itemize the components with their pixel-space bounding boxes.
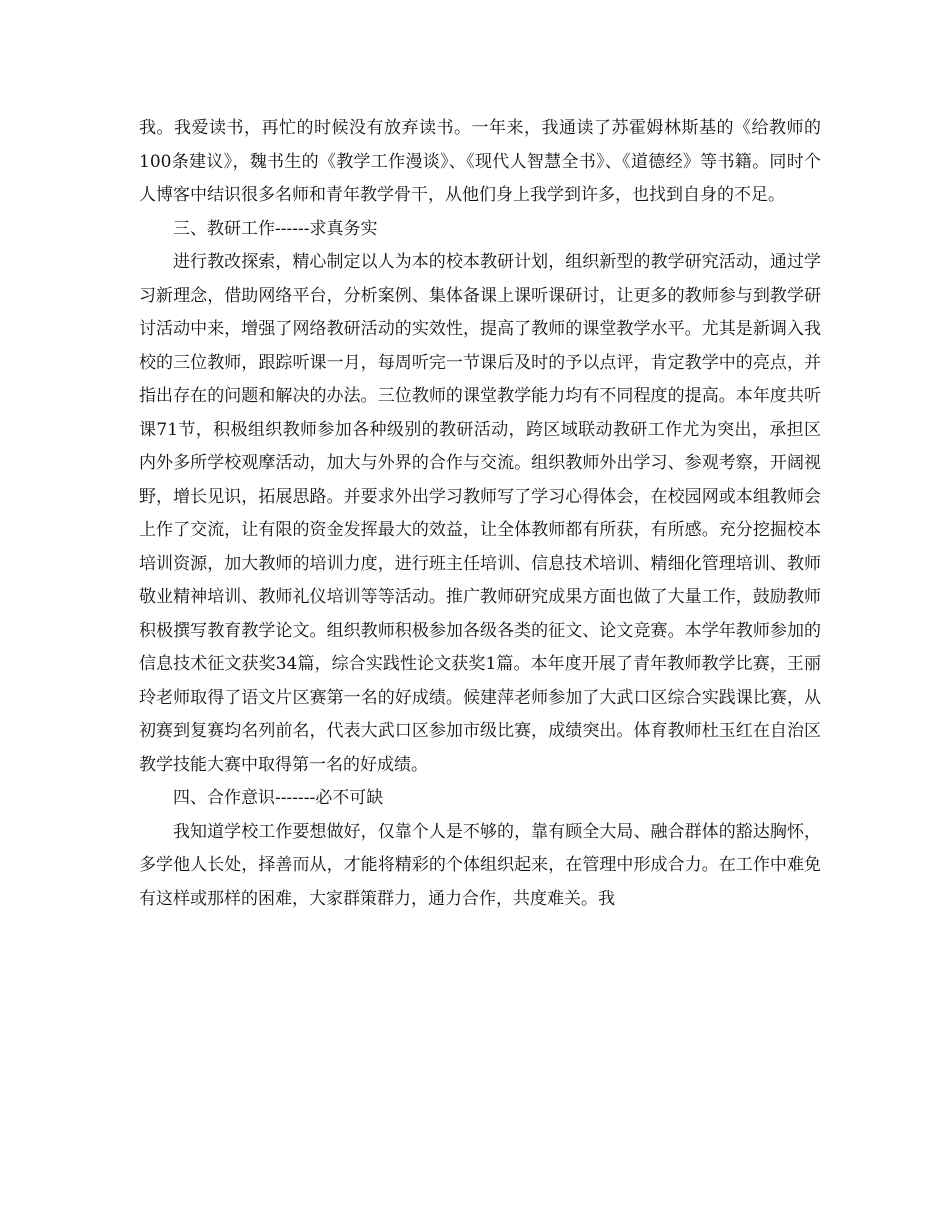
document-body xyxy=(139,112,821,916)
paragraph-teaching-research: 进行教改探索，精心制定以人为本的校本教研计划，组织新型的教学研究活动，通过学习新理念，借助网络平台，分析案例、集体备课上课听课研讨，让更多的教师参与到教学研讨活动中来，增强了网络教研活动的实效性，提高了教师的课堂教学水平。尤其是新调入我校的三位教师，跟踪听课一月，每周听完一节课后及时的予以点评，肯定教学中的亮点，并指出存在的问题和解决的办法。三位教师的课堂教学能力均有不同程度的提高。本年度共听课71节，积极组织教师参加各种级别的教研活动，跨区域联动教研工作尤为突出，承担区内外多所学校观摩活动，加大与外界的合作与交流。组织教师外出学习、参观考察，开阔视野，增长见识，拓展思路。并要求外出学习教师写了学习心得体会，在校园网或本组教师会上作了交流，让有限的资金发挥最大的效益，让全体教师都有所获，有所感。充分挖掘校本培训资源，加大教师的培训力度，进行班主任培训、信息技术培训、精细化管理培训、教师敬业精神培训、教师礼仪培训等等活动。推广教师研究成果方面也做了大量工作，鼓励教师积极撰写教育教学论文。组织教师积极参加各级各类的征文、论文竞赛。本学年教师参加的信息技术征文获奖34篇，综合实践性论文获奖1篇。本年度开展了青年教师教学比赛，王丽玲老师取得了语文片区赛第一名的好成绩。候建萍老师参加了大武口区综合实践课比赛，从初赛到复赛均名列前名，代表大武口区参加市级比赛，成绩突出。体育教师杜玉红在自治区教学技能大赛中取得第一名的好成绩。 xyxy=(139,252,821,775)
paragraph-cooperation: 我知道学校工作要想做好，仅靠个人是不够的，靠有顾全大局、融合群体的豁达胸怀，多学他人长处，择善而从，才能将精彩的个体组织起来，在管理中形成合力。在工作中难免有这样或那样的困难，大家群策群力，通力合作，共度难关。我 xyxy=(139,821,821,909)
paragraph-reading: 我。我爱读书，再忙的时候没有放弃读书。一年来，我通读了苏霍姆林斯基的《给教师的100条建议》，魏书生的《教学工作漫谈》、《现代人智慧全书》、《道德经》等书籍。同时个人博客中结识很多名师和青年教学骨干，从他们身上我学到许多，也找到自身的不足。 xyxy=(139,118,821,205)
section-heading-cooperation: 四、合作意识-------必不可缺 xyxy=(173,788,384,808)
section-heading-teaching-research: 三、教研工作------求真务实 xyxy=(173,218,378,239)
